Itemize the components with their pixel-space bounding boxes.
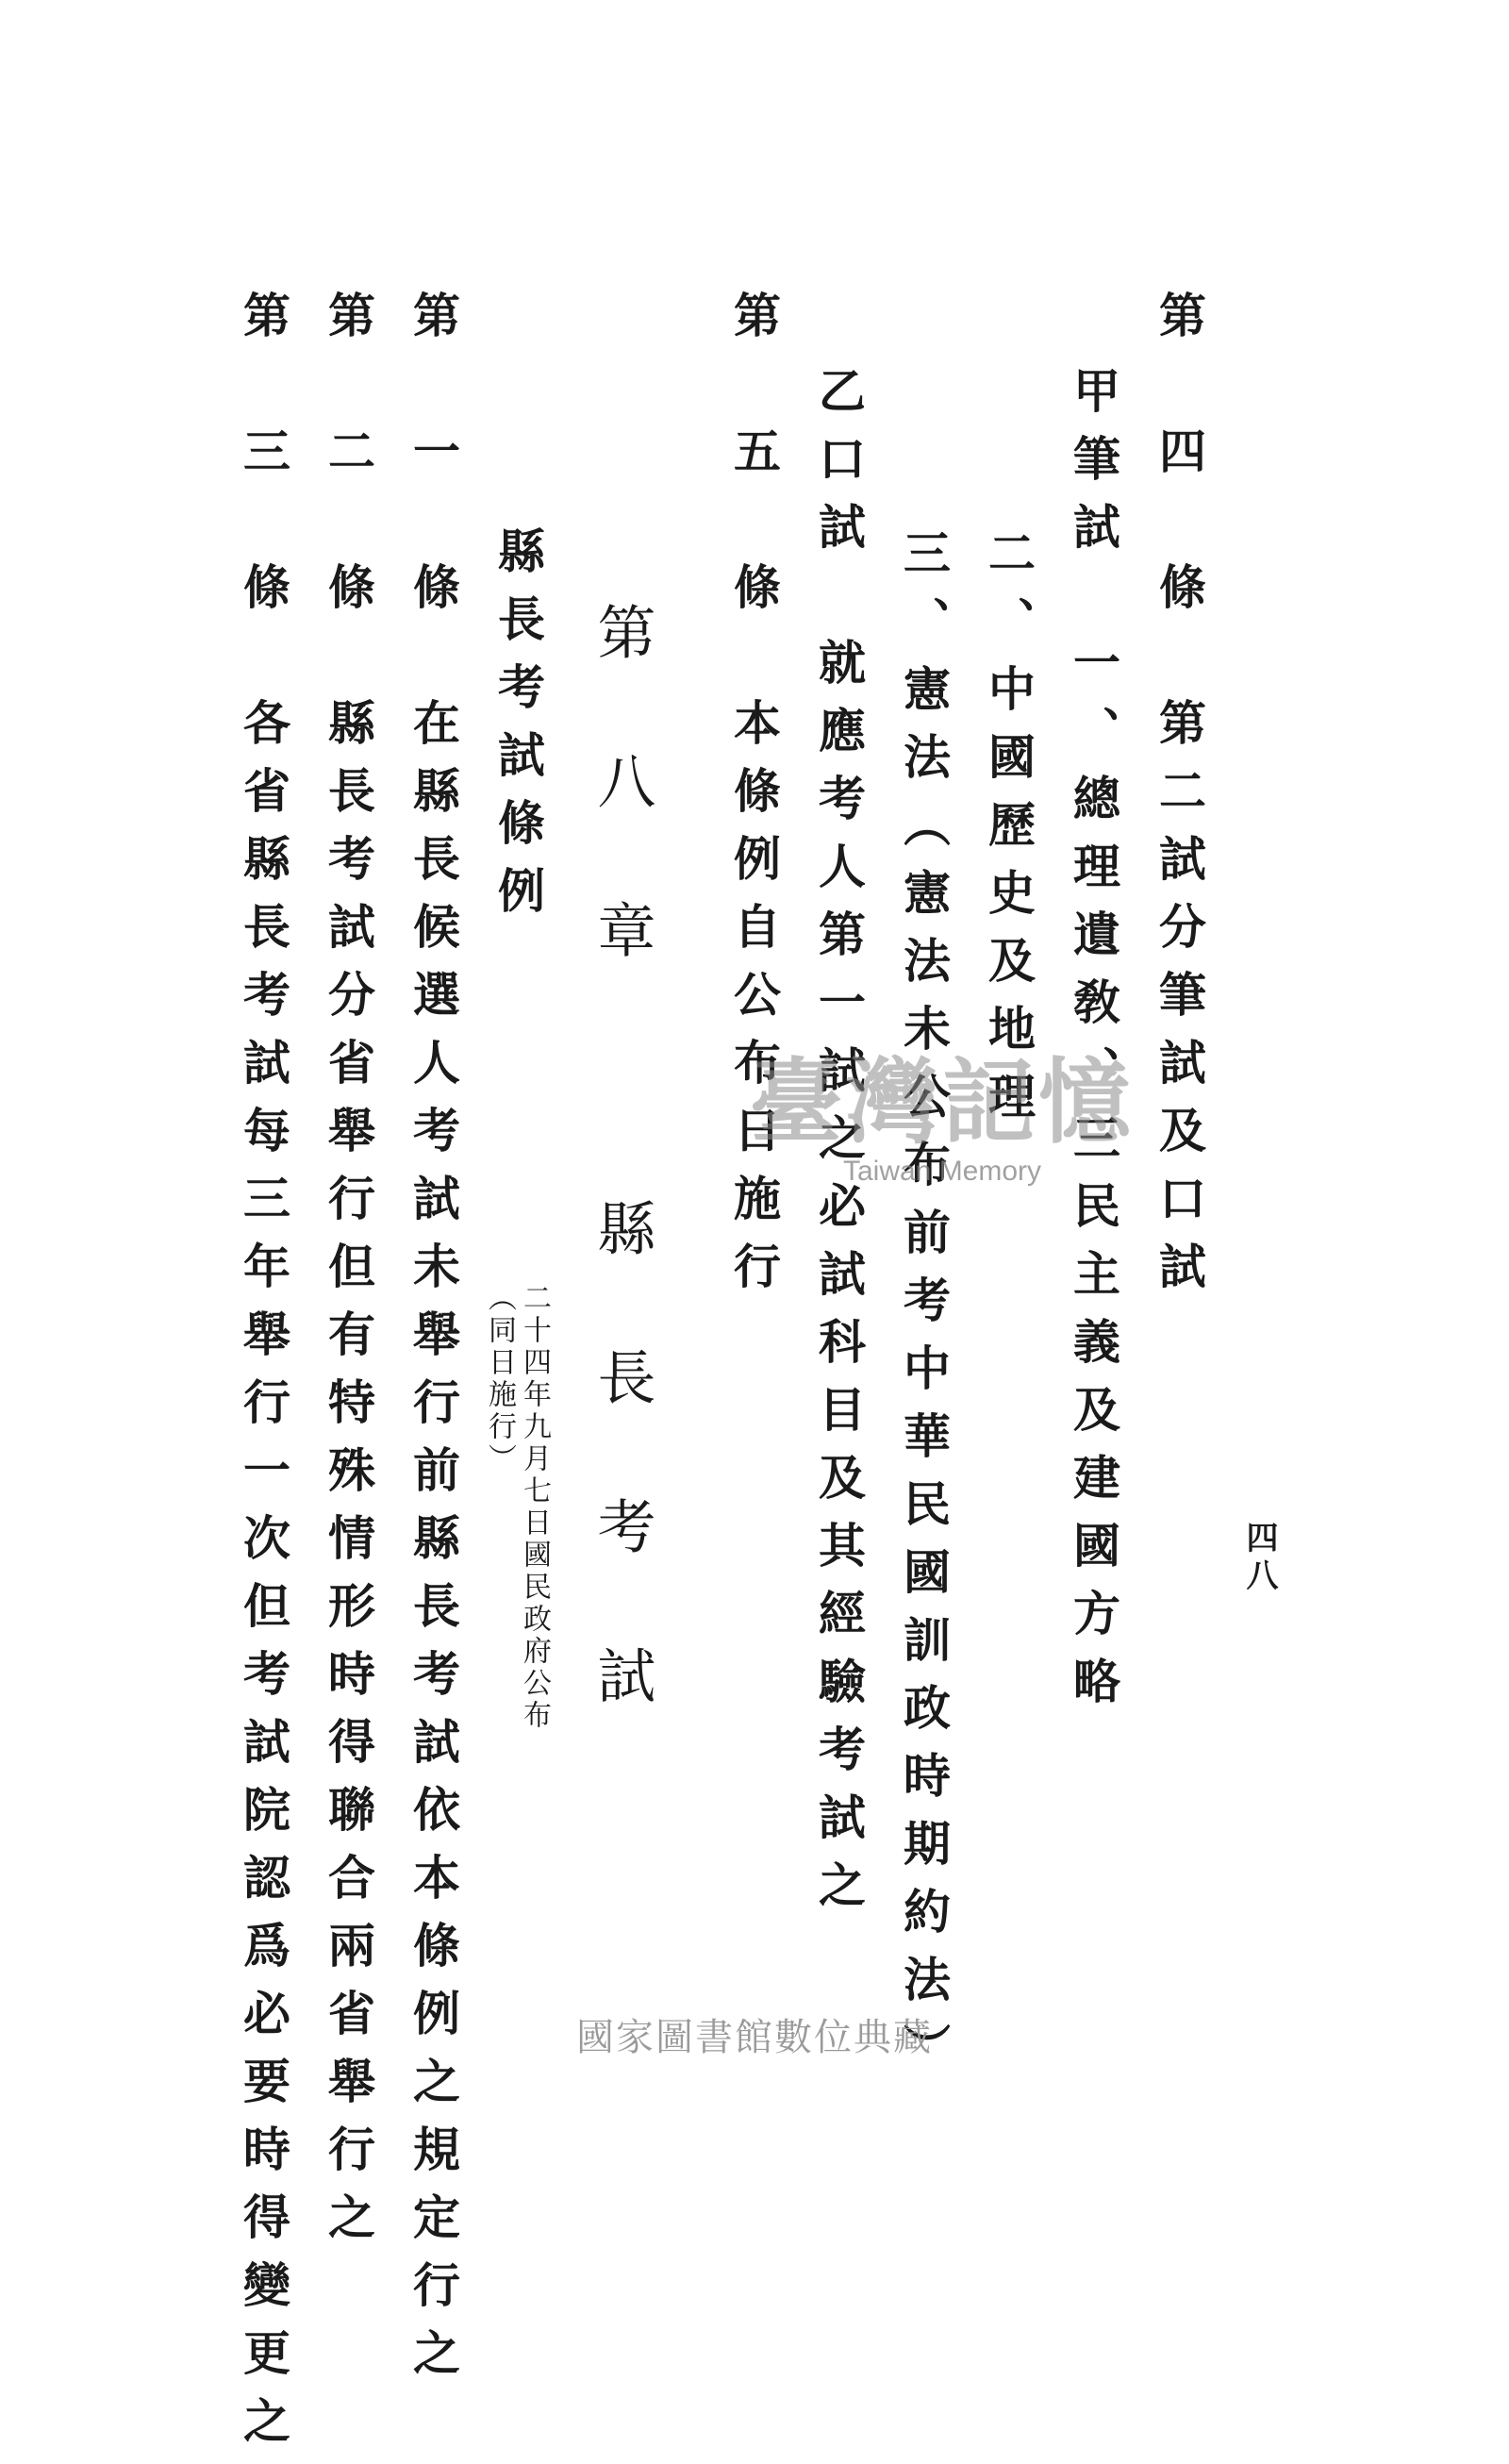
watermark-english: Taiwan Memory [842,1156,1042,1187]
chapter-title: 第八章 縣長考試 [588,602,656,1794]
article-4-oral-exam: 乙口試 就應考人第一試之必試科目及其經驗考試之 [811,366,867,1928]
article-4-written-exam-1: 甲筆試 一、總理遺敎、三民主義及建國方略 [1066,366,1121,1724]
article-3: 第 三 條 各省縣長考試每三年舉行一次但考試院認爲必要時得變更之 [236,291,291,2464]
watermark-chinese: 臺灣記憶 [750,1048,1136,1157]
promulgation-date: 二十四年九月七日國民政府公布 [518,1283,551,1732]
law-title: 縣長考試條例 [490,526,546,934]
page-number: 四八 [1240,1521,1278,1596]
article-4-heading: 第 四 條 第二試分筆試及口試 [1152,291,1207,1309]
article-1: 第 一 條 在縣長候選人考試未舉行前縣長考試依本條例之規定行之 [406,291,461,2396]
article-4-written-exam-3: 三、憲法（憲法未公布前考中華民國訓政時期約法） [896,528,952,2090]
effective-date: （同日施行） [483,1283,516,1475]
article-2: 第 二 條 縣長考試分省舉行但有特殊情形時得聯合兩省舉行之 [321,291,376,2260]
article-5: 第 五 條 本條例自公布日施行 [726,291,782,1309]
article-4-written-exam-2: 二、中國歷史及地理 [981,528,1036,1140]
footer-credit: 國家圖書館數位典藏 [576,2016,933,2059]
